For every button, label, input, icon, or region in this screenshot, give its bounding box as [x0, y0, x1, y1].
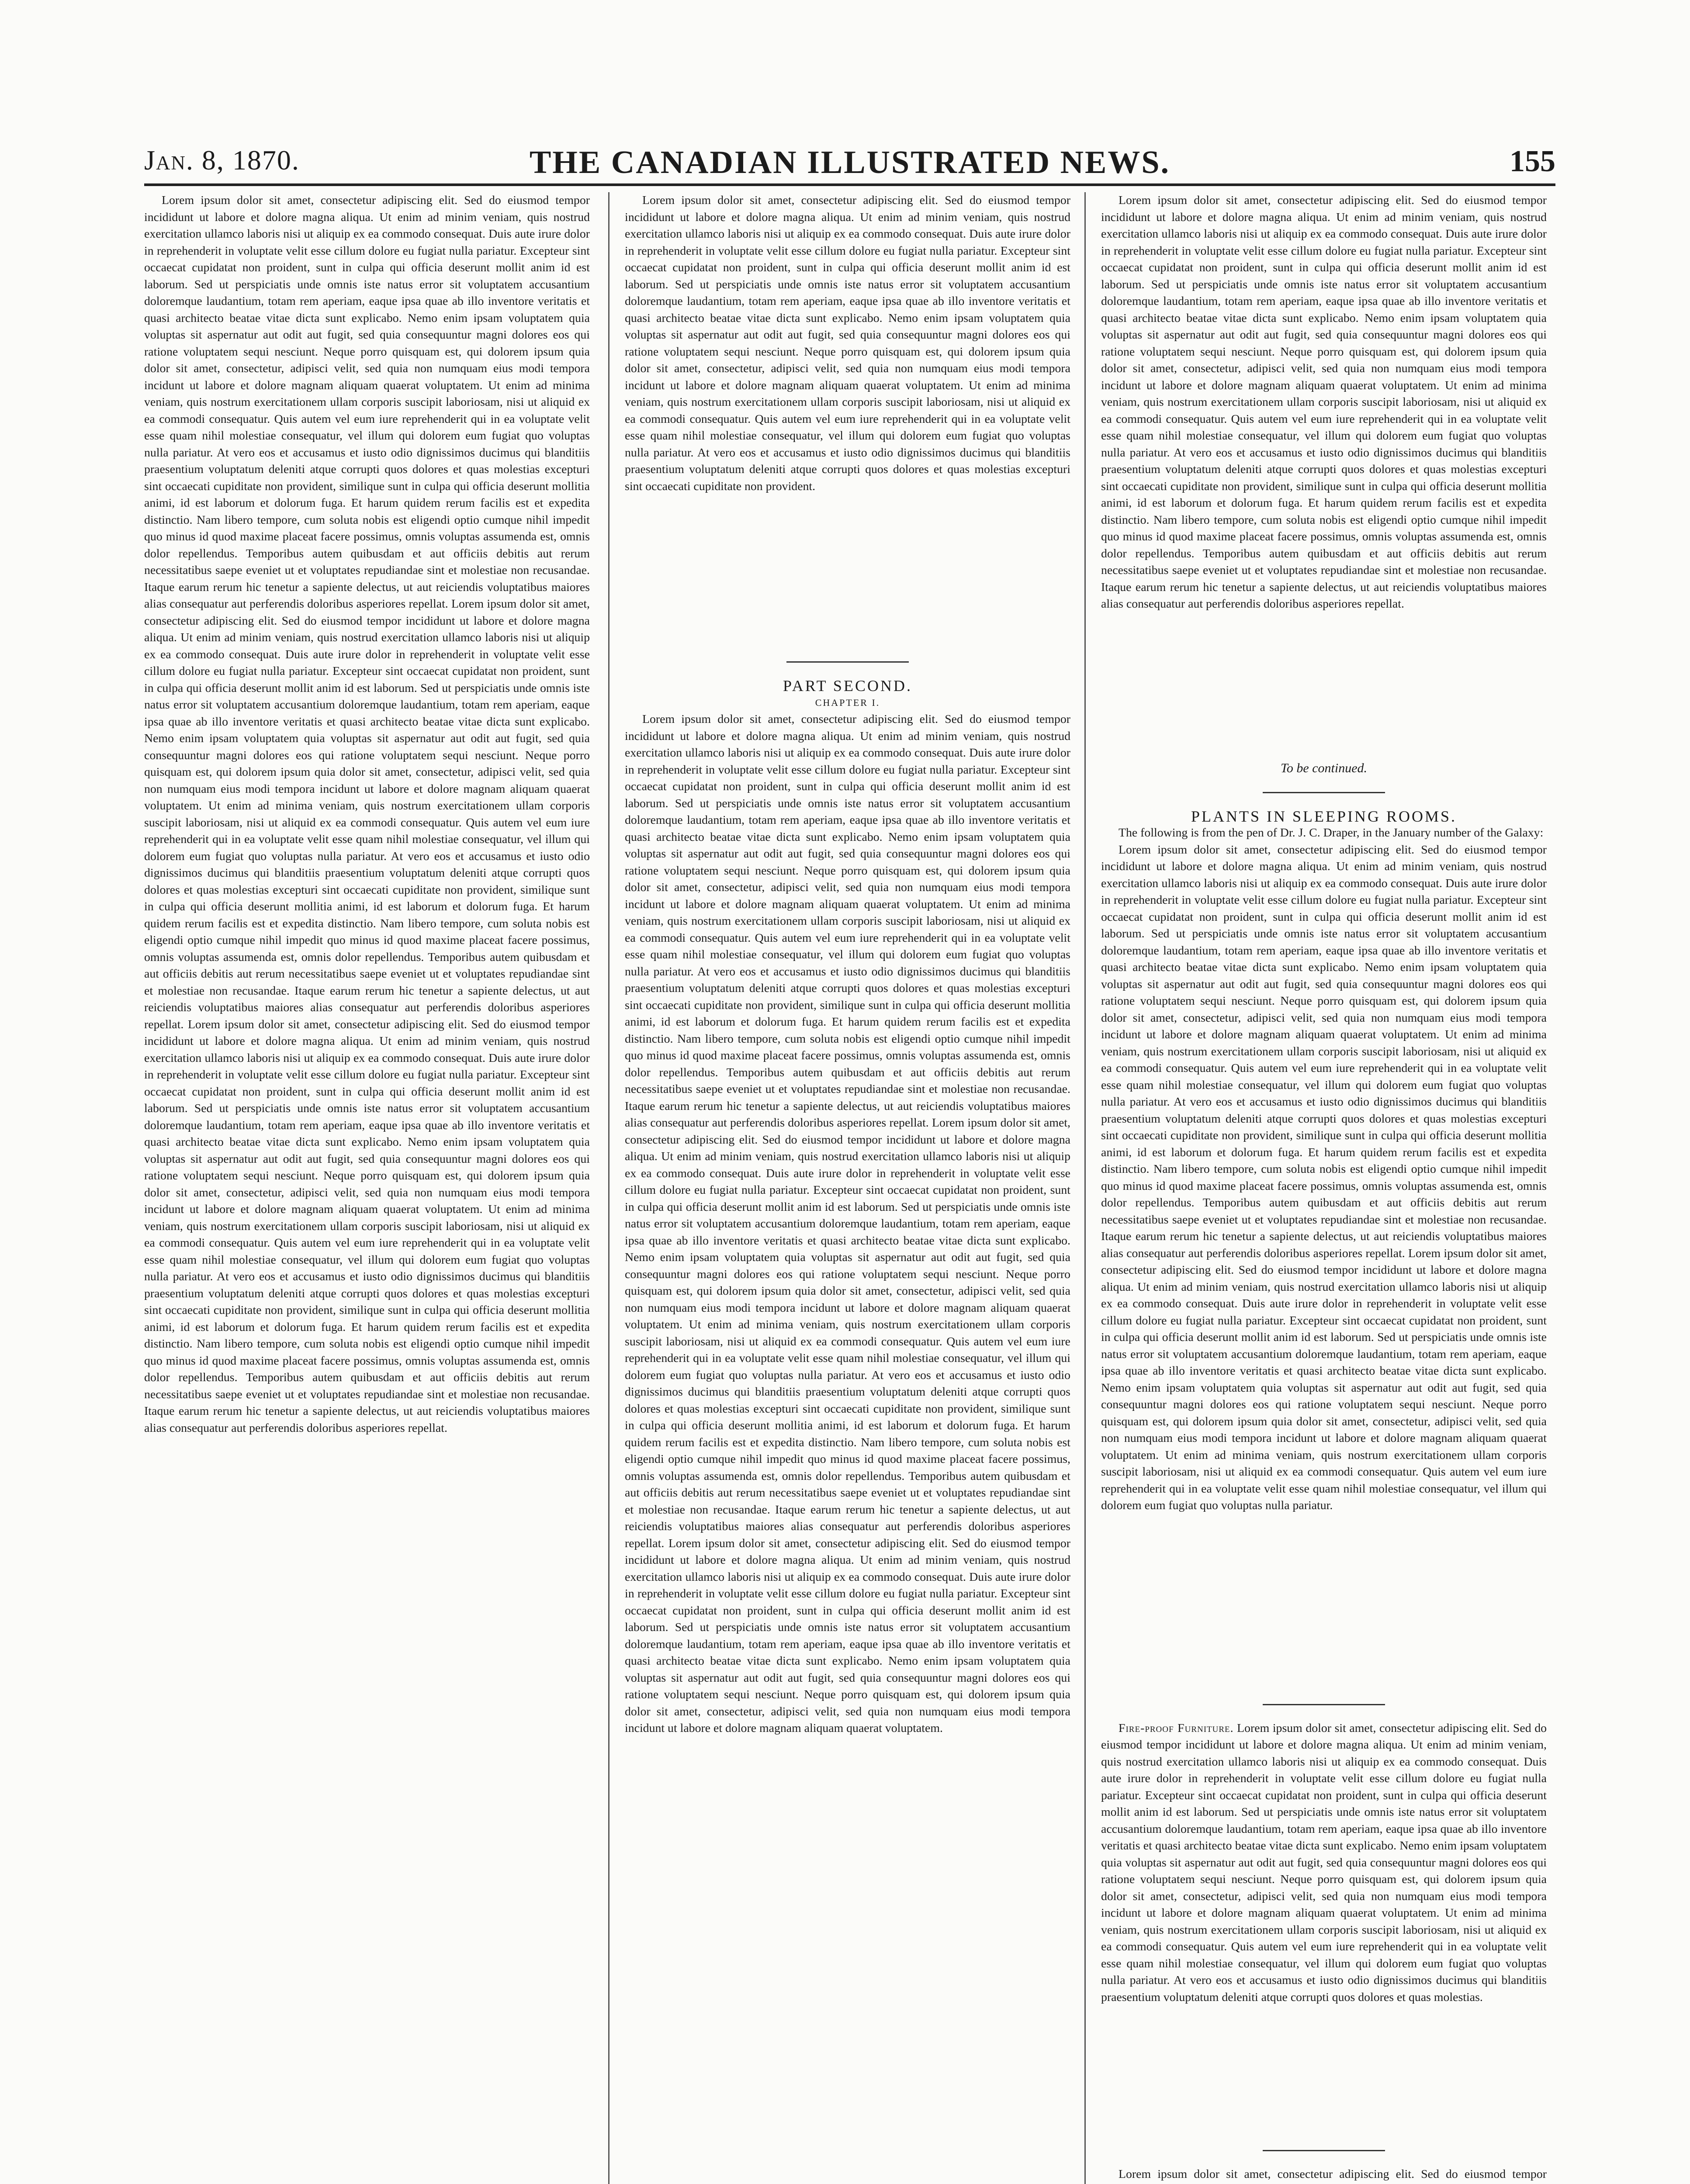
column-1	[144, 192, 590, 2184]
masthead	[144, 144, 1555, 183]
story-text: Lorem ipsum dolor sit amet, consectetur adipiscing elit. Sed do eiusmod tempor incididunt ut labore et dolore magna aliqua. Ut enim ad minim veniam, quis nostrud exercitation ullamco laboris nisi ut aliquip ex ea commodo consequat. Duis aute irure dolor in reprehenderit in voluptate velit esse cillum dolore eu fugiat nulla pariatur. Excepteur sint occaecat cupidatat non proident, sunt in culpa qui officia deserunt mollit anim id est laborum. Sed ut perspiciatis unde omnis iste natus error sit voluptatem accusantium doloremque laudantium, totam rem aperiam, eaque ipsa quae ab illo inventore veritatis et quasi architecto beatae vitae dicta sunt explicabo. Nemo enim ipsam voluptatem quia voluptas sit aspernatur aut odit aut fugit, sed quia consequuntur magni dolores eos qui ratione voluptatem sequi nesciunt. Neque porro quisquam est, qui dolorem ipsum quia dolor sit amet, consectetur, adipisci velit, sed quia non numquam eius modi tempora incidunt ut labore et dolore magnam aliquam quaerat voluptatem. Ut enim ad minima veniam, quis nostrum exercitationem ullam corporis suscipit laboriosam, nisi ut aliquid ex ea commodi consequatur. Quis autem vel eum iure reprehenderit qui in ea voluptate velit esse quam nihil molestiae consequatur, vel illum qui dolorem eum fugiat quo voluptas nulla pariatur. At vero eos et accusamus et iusto odio dignissimos ducimus qui blanditiis praesentium voluptatum deleniti atque corrupti quos dolores et quas molestias excepturi sint occaecati cupiditate non provident.	[625, 194, 1070, 493]
article-body	[1101, 842, 1547, 1689]
closing-text: Lorem ipsum dolor sit amet, consectetur adipiscing elit. Sed do eiusmod tempor	[1119, 2167, 1547, 2181]
article-heading: PLANTS IN SLEEPING ROOMS.	[1191, 807, 1457, 825]
section-separator	[1263, 792, 1385, 793]
column-divider	[1084, 192, 1086, 2184]
section-separator	[1263, 1704, 1385, 1705]
article-intro: The following is from the pen of Dr. J. C. Draper, in the January number of the Galaxy:	[1119, 826, 1544, 840]
fireproof-runin: Fire-proof Furniture.	[1119, 1721, 1234, 1735]
column-2	[625, 192, 1070, 2184]
closing-item	[1101, 2166, 1547, 2184]
newspaper-title: THE CANADIAN ILLUSTRATED NEWS.	[529, 145, 1171, 180]
column-divider	[608, 192, 610, 2184]
story-text: Lorem ipsum dolor sit amet, consectetur adipiscing elit. Sed do eiusmod tempor incididunt ut labore et dolore magna aliqua. Ut enim ad minim veniam, quis nostrud exercitation ullamco laboris nisi ut aliquip ex ea commodo consequat. Duis aute irure dolor in reprehenderit in voluptate velit esse cillum dolore eu fugiat nulla pariatur. Excepteur sint occaecat cupidatat non proident, sunt in culpa qui officia deserunt mollit anim id est laborum. Sed ut perspiciatis unde omnis iste natus error sit voluptatem accusantium doloremque laudantium, totam rem aperiam, eaque ipsa quae ab illo inventore veritatis et quasi architecto beatae vitae dicta sunt explicabo. Nemo enim ipsam voluptatem quia voluptas sit aspernatur aut odit aut fugit, sed quia consequuntur magni dolores eos qui ratione voluptatem sequi nesciunt. Neque porro quisquam est, qui dolorem ipsum quia dolor sit amet, consectetur, adipisci velit, sed quia non numquam eius modi tempora incidunt ut labore et dolore magnam aliquam quaerat voluptatem. Ut enim ad minima veniam, quis nostrum exercitationem ullam corporis suscipit laboriosam, nisi ut aliquid ex ea commodi consequatur. Quis autem vel eum iure reprehenderit qui in ea voluptate velit esse quam nihil molestiae consequatur, vel illum qui dolorem eum fugiat quo voluptas nulla pariatur. At vero eos et accusamus et iusto odio dignissimos ducimus qui blanditiis praesentium voluptatum deleniti atque corrupti quos dolores et quas molestias excepturi sint occaecati cupiditate non provident, similique sunt in culpa qui officia deserunt mollitia animi, id est laborum et dolorum fuga. Et harum quidem rerum facilis est et expedita distinctio. Nam libero tempore, cum soluta nobis est eligendi optio cumque nihil impedit quo minus id quod maxime placeat facere possimus, omnis voluptas assumenda est, omnis dolor repellendus. Temporibus autem quibusdam et aut officiis debitis aut rerum necessitatibus saepe eveniet ut et voluptates repudiandae sint et molestiae non recusandae. Itaque earum rerum hic tenetur a sapiente delectus, ut aut reiciendis voluptatibus maiores alias consequatur aut perferendis doloribus asperiores repellat.	[1101, 194, 1547, 611]
fireproof-article	[1101, 1720, 1547, 2135]
part-heading: PART SECOND.	[783, 677, 912, 695]
chapter-heading: CHAPTER I.	[815, 697, 880, 708]
chapter-body	[625, 711, 1070, 2184]
fireproof-text: Lorem ipsum dolor sit amet, consectetur adipiscing elit. Sed do eiusmod tempor incididunt ut labore et dolore magna aliqua. Ut enim ad minim veniam, quis nostrud exercitation ullamco laboris nisi ut aliquip ex ea commodo consequat. Duis aute irure dolor in reprehenderit in voluptate velit esse cillum dolore eu fugiat nulla pariatur. Excepteur sint occaecat cupidatat non proident, sunt in culpa qui officia deserunt mollit anim id est laborum. Sed ut perspiciatis unde omnis iste natus error sit voluptatem accusantium doloremque laudantium, totam rem aperiam, eaque ipsa quae ab illo inventore veritatis et quasi architecto beatae vitae dicta sunt explicabo. Nemo enim ipsam voluptatem quia voluptas sit aspernatur aut odit aut fugit, sed quia consequuntur magni dolores eos qui ratione voluptatem sequi nesciunt. Neque porro quisquam est, qui dolorem ipsum quia dolor sit amet, consectetur, adipisci velit, sed quia non numquam eius modi tempora incidunt ut labore et dolore magnam aliquam quaerat voluptatem. Ut enim ad minima veniam, quis nostrum exercitationem ullam corporis suscipit laboriosam, nisi ut aliquid ex ea commodi consequatur. Quis autem vel eum iure reprehenderit qui in ea voluptate velit esse quam nihil molestiae consequatur, vel illum qui dolorem eum fugiat quo voluptas nulla pariatur. At vero eos et accusamus et iusto odio dignissimos ducimus qui blanditiis praesentium voluptatum deleniti atque corrupti quos dolores et quas molestias.	[1101, 1721, 1547, 2004]
story-text: Lorem ipsum dolor sit amet, consectetur adipiscing elit. Sed do eiusmod tempor incididunt ut labore et dolore magna aliqua. Ut enim ad minim veniam, quis nostrud exercitation ullamco laboris nisi ut aliquip ex ea commodo consequat. Duis aute irure dolor in reprehenderit in voluptate velit esse cillum dolore eu fugiat nulla pariatur. Excepteur sint occaecat cupidatat non proident, sunt in culpa qui officia deserunt mollit anim id est laborum. Sed ut perspiciatis unde omnis iste natus error sit voluptatem accusantium doloremque laudantium, totam rem aperiam, eaque ipsa quae ab illo inventore veritatis et quasi architecto beatae vitae dicta sunt explicabo. Nemo enim ipsam voluptatem quia voluptas sit aspernatur aut odit aut fugit, sed quia consequuntur magni dolores eos qui ratione voluptatem sequi nesciunt. Neque porro quisquam est, qui dolorem ipsum quia dolor sit amet, consectetur, adipisci velit, sed quia non numquam eius modi tempora incidunt ut labore et dolore magnam aliquam quaerat voluptatem. Ut enim ad minima veniam, quis nostrum exercitationem ullam corporis suscipit laboriosam, nisi ut aliquid ex ea commodi consequatur. Quis autem vel eum iure reprehenderit qui in ea voluptate velit esse quam nihil molestiae consequatur, vel illum qui dolorem eum fugiat quo voluptas nulla pariatur. At vero eos et accusamus et iusto odio dignissimos ducimus qui blanditiis praesentium voluptatum deleniti atque corrupti quos dolores et quas molestias excepturi sint occaecati cupiditate non provident, similique sunt in culpa qui officia deserunt mollitia animi, id est laborum et dolorum fuga. Et harum quidem rerum facilis est et expedita distinctio. Nam libero tempore, cum soluta nobis est eligendi optio cumque nihil impedit quo minus id quod maxime placeat facere possimus, omnis voluptas assumenda est, omnis dolor repellendus. Temporibus autem quibusdam et aut officiis debitis aut rerum necessitatibus saepe eveniet ut et voluptates repudiandae sint et molestiae non recusandae. Itaque earum rerum hic tenetur a sapiente delectus, ut aut reiciendis voluptatibus maiores alias consequatur aut perferendis doloribus asperiores repellat. Lorem ipsum dolor sit amet, consectetur adipiscing elit. Sed do eiusmod tempor incididunt ut labore et dolore magna aliqua. Ut enim ad minim veniam, quis nostrud exercitation ullamco laboris nisi ut aliquip ex ea commodo consequat. Duis aute irure dolor in reprehenderit in voluptate velit esse cillum dolore eu fugiat nulla pariatur. Excepteur sint occaecat cupidatat non proident, sunt in culpa qui officia deserunt mollit anim id est laborum. Sed ut perspiciatis unde omnis iste natus error sit voluptatem accusantium doloremque laudantium, totam rem aperiam, eaque ipsa quae ab illo inventore veritatis et quasi architecto beatae vitae dicta sunt explicabo. Nemo enim ipsam voluptatem quia voluptas sit aspernatur aut odit aut fugit, sed quia consequuntur magni dolores eos qui ratione voluptatem sequi nesciunt. Neque porro quisquam est, qui dolorem ipsum quia dolor sit amet, consectetur, adipisci velit, sed quia non numquam eius modi tempora incidunt ut labore et dolore magnam aliquam quaerat voluptatem. Ut enim ad minima veniam, quis nostrum exercitationem ullam corporis suscipit laboriosam, nisi ut aliquid ex ea commodi consequatur. Quis autem vel eum iure reprehenderit qui in ea voluptate velit esse quam nihil molestiae consequatur, vel illum qui dolorem eum fugiat quo voluptas nulla pariatur. At vero eos et accusamus et iusto odio dignissimos ducimus qui blanditiis praesentium voluptatum deleniti atque corrupti quos dolores et quas molestias excepturi sint occaecati cupiditate non provident, similique sunt in culpa qui officia deserunt mollitia animi, id est laborum et dolorum fuga. Et harum quidem rerum facilis est et expedita distinctio. Nam libero tempore, cum soluta nobis est eligendi optio cumque nihil impedit quo minus id quod maxime placeat facere possimus, omnis voluptas assumenda est, omnis dolor repellendus. Temporibus autem quibusdam et aut officiis debitis aut rerum necessitatibus saepe eveniet ut et voluptates repudiandae sint et molestiae non recusandae. Itaque earum rerum hic tenetur a sapiente delectus, ut aut reiciendis voluptatibus maiores alias consequatur aut perferendis doloribus asperiores repellat. Lorem ipsum dolor sit amet, consectetur adipiscing elit. Sed do eiusmod tempor incididunt ut labore et dolore magna aliqua. Ut enim ad minim veniam, quis nostrud exercitation ullamco laboris nisi ut aliquip ex ea commodo consequat. Duis aute irure dolor in reprehenderit in voluptate velit esse cillum dolore eu fugiat nulla pariatur. Excepteur sint occaecat cupidatat non proident, sunt in culpa qui officia deserunt mollit anim id est laborum. Sed ut perspiciatis unde omnis iste natus error sit voluptatem accusantium doloremque laudantium, totam rem aperiam, eaque ipsa quae ab illo inventore veritatis et quasi architecto beatae vitae dicta sunt explicabo. Nemo enim ipsam voluptatem quia voluptas sit aspernatur aut odit aut fugit, sed quia consequuntur magni dolores eos qui ratione voluptatem sequi nesciunt. Neque porro quisquam est, qui dolorem ipsum quia dolor sit amet, consectetur, adipisci velit, sed quia non numquam eius modi tempora incidunt ut labore et dolore magnam aliquam quaerat voluptatem.	[625, 712, 1070, 1735]
section-separator	[786, 661, 909, 663]
story-continuation	[1101, 192, 1547, 760]
fireproof-paragraph	[1101, 1720, 1547, 2006]
story-text: Lorem ipsum dolor sit amet, consectetur adipiscing elit. Sed do eiusmod tempor incididunt ut labore et dolore magna aliqua. Ut enim ad minim veniam, quis nostrud exercitation ullamco laboris nisi ut aliquip ex ea commodo consequat. Duis aute irure dolor in reprehenderit in voluptate velit esse cillum dolore eu fugiat nulla pariatur. Excepteur sint occaecat cupidatat non proident, sunt in culpa qui officia deserunt mollit anim id est laborum. Sed ut perspiciatis unde omnis iste natus error sit voluptatem accusantium doloremque laudantium, totam rem aperiam, eaque ipsa quae ab illo inventore veritatis et quasi architecto beatae vitae dicta sunt explicabo. Nemo enim ipsam voluptatem quia voluptas sit aspernatur aut odit aut fugit, sed quia consequuntur magni dolores eos qui ratione voluptatem sequi nesciunt. Neque porro quisquam est, qui dolorem ipsum quia dolor sit amet, consectetur, adipisci velit, sed quia non numquam eius modi tempora incidunt ut labore et dolore magnam aliquam quaerat voluptatem. Ut enim ad minima veniam, quis nostrum exercitationem ullam corporis suscipit laboriosam, nisi ut aliquid ex ea commodi consequatur. Quis autem vel eum iure reprehenderit qui in ea voluptate velit esse quam nihil molestiae consequatur, vel illum qui dolorem eum fugiat quo voluptas nulla pariatur. At vero eos et accusamus et iusto odio dignissimos ducimus qui blanditiis praesentium voluptatum deleniti atque corrupti quos dolores et quas molestias excepturi sint occaecati cupiditate non provident, similique sunt in culpa qui officia deserunt mollitia animi, id est laborum et dolorum fuga. Et harum quidem rerum facilis est et expedita distinctio. Nam libero tempore, cum soluta nobis est eligendi optio cumque nihil impedit quo minus id quod maxime placeat facere possimus, omnis voluptas assumenda est, omnis dolor repellendus. Temporibus autem quibusdam et aut officiis debitis aut rerum necessitatibus saepe eveniet ut et voluptates repudiandae sint et molestiae non recusandae. Itaque earum rerum hic tenetur a sapiente delectus, ut aut reiciendis voluptatibus maiores alias consequatur aut perferendis doloribus asperiores repellat. Lorem ipsum dolor sit amet, consectetur adipiscing elit. Sed do eiusmod tempor incididunt ut labore et dolore magna aliqua. Ut enim ad minim veniam, quis nostrud exercitation ullamco laboris nisi ut aliquip ex ea commodo consequat. Duis aute irure dolor in reprehenderit in voluptate velit esse cillum dolore eu fugiat nulla pariatur. Excepteur sint occaecat cupidatat non proident, sunt in culpa qui officia deserunt mollit anim id est laborum. Sed ut perspiciatis unde omnis iste natus error sit voluptatem accusantium doloremque laudantium, totam rem aperiam, eaque ipsa quae ab illo inventore veritatis et quasi architecto beatae vitae dicta sunt explicabo. Nemo enim ipsam voluptatem quia voluptas sit aspernatur aut odit aut fugit, sed quia consequuntur magni dolores eos qui ratione voluptatem sequi nesciunt. Neque porro quisquam est, qui dolorem ipsum quia dolor sit amet, consectetur, adipisci velit, sed quia non numquam eius modi tempora incidunt ut labore et dolore magnam aliquam quaerat voluptatem. Ut enim ad minima veniam, quis nostrum exercitationem ullam corporis suscipit laboriosam, nisi ut aliquid ex ea commodi consequatur. Quis autem vel eum iure reprehenderit qui in ea voluptate velit esse quam nihil molestiae consequatur, vel illum qui dolorem eum fugiat quo voluptas nulla pariatur. At vero eos et accusamus et iusto odio dignissimos ducimus qui blanditiis praesentium voluptatum deleniti atque corrupti quos dolores et quas molestias excepturi sint occaecati cupiditate non provident, similique sunt in culpa qui officia deserunt mollitia animi, id est laborum et dolorum fuga. Et harum quidem rerum facilis est et expedita distinctio. Nam libero tempore, cum soluta nobis est eligendi optio cumque nihil impedit quo minus id quod maxime placeat facere possimus, omnis voluptas assumenda est, omnis dolor repellendus. Temporibus autem quibusdam et aut officiis debitis aut rerum necessitatibus saepe eveniet ut et voluptates repudiandae sint et molestiae non recusandae. Itaque earum rerum hic tenetur a sapiente delectus, ut aut reiciendis voluptatibus maiores alias consequatur aut perferendis doloribus asperiores repellat. Lorem ipsum dolor sit amet, consectetur adipiscing elit. Sed do eiusmod tempor incididunt ut labore et dolore magna aliqua. Ut enim ad minim veniam, quis nostrud exercitation ullamco laboris nisi ut aliquip ex ea commodo consequat. Duis aute irure dolor in reprehenderit in voluptate velit esse cillum dolore eu fugiat nulla pariatur. Excepteur sint occaecat cupidatat non proident, sunt in culpa qui officia deserunt mollit anim id est laborum. Sed ut perspiciatis unde omnis iste natus error sit voluptatem accusantium doloremque laudantium, totam rem aperiam, eaque ipsa quae ab illo inventore veritatis et quasi architecto beatae vitae dicta sunt explicabo. Nemo enim ipsam voluptatem quia voluptas sit aspernatur aut odit aut fugit, sed quia consequuntur magni dolores eos qui ratione voluptatem sequi nesciunt. Neque porro quisquam est, qui dolorem ipsum quia dolor sit amet, consectetur, adipisci velit, sed quia non numquam eius modi tempora incidunt ut labore et dolore magnam aliquam quaerat voluptatem. Ut enim ad minima veniam, quis nostrum exercitationem ullam corporis suscipit laboriosam, nisi ut aliquid ex ea commodi consequatur. Quis autem vel eum iure reprehenderit qui in ea voluptate velit esse quam nihil molestiae consequatur, vel illum qui dolorem eum fugiat quo voluptas nulla pariatur. At vero eos et accusamus et iusto odio dignissimos ducimus qui blanditiis praesentium voluptatum deleniti atque corrupti quos dolores et quas molestias excepturi sint occaecati cupiditate non provident, similique sunt in culpa qui officia deserunt mollitia animi, id est laborum et dolorum fuga. Et harum quidem rerum facilis est et expedita distinctio. Nam libero tempore, cum soluta nobis est eligendi optio cumque nihil impedit quo minus id quod maxime placeat facere possimus, omnis voluptas assumenda est, omnis dolor repellendus. Temporibus autem quibusdam et aut officiis debitis aut rerum necessitatibus saepe eveniet ut et voluptates repudiandae sint et molestiae non recusandae. Itaque earum rerum hic tenetur a sapiente delectus, ut aut reiciendis voluptatibus maiores alias consequatur aut perferendis doloribus asperiores repellat.	[144, 194, 590, 1435]
to-be-continued-note: To be continued.	[1280, 761, 1368, 775]
story-continuation	[625, 192, 1070, 646]
masthead-rule	[144, 183, 1555, 186]
article-text: Lorem ipsum dolor sit amet, consectetur adipiscing elit. Sed do eiusmod tempor incididunt ut labore et dolore magna aliqua. Ut enim ad minim veniam, quis nostrud exercitation ullamco laboris nisi ut aliquip ex ea commodo consequat. Duis aute irure dolor in reprehenderit in voluptate velit esse cillum dolore eu fugiat nulla pariatur. Excepteur sint occaecat cupidatat non proident, sunt in culpa qui officia deserunt mollit anim id est laborum. Sed ut perspiciatis unde omnis iste natus error sit voluptatem accusantium doloremque laudantium, totam rem aperiam, eaque ipsa quae ab illo inventore veritatis et quasi architecto beatae vitae dicta sunt explicabo. Nemo enim ipsam voluptatem quia voluptas sit aspernatur aut odit aut fugit, sed quia consequuntur magni dolores eos qui ratione voluptatem sequi nesciunt. Neque porro quisquam est, qui dolorem ipsum quia dolor sit amet, consectetur, adipisci velit, sed quia non numquam eius modi tempora incidunt ut labore et dolore magnam aliquam quaerat voluptatem. Ut enim ad minima veniam, quis nostrum exercitationem ullam corporis suscipit laboriosam, nisi ut aliquid ex ea commodi consequatur. Quis autem vel eum iure reprehenderit qui in ea voluptate velit esse quam nihil molestiae consequatur, vel illum qui dolorem eum fugiat quo voluptas nulla pariatur. At vero eos et accusamus et iusto odio dignissimos ducimus qui blanditiis praesentium voluptatum deleniti atque corrupti quos dolores et quas molestias excepturi sint occaecati cupiditate non provident, similique sunt in culpa qui officia deserunt mollitia animi, id est laborum et dolorum fuga. Et harum quidem rerum facilis est et expedita distinctio. Nam libero tempore, cum soluta nobis est eligendi optio cumque nihil impedit quo minus id quod maxime placeat facere possimus, omnis voluptas assumenda est, omnis dolor repellendus. Temporibus autem quibusdam et aut officiis debitis aut rerum necessitatibus saepe eveniet ut et voluptates repudiandae sint et molestiae non recusandae. Itaque earum rerum hic tenetur a sapiente delectus, ut aut reiciendis voluptatibus maiores alias consequatur aut perferendis doloribus asperiores repellat. Lorem ipsum dolor sit amet, consectetur adipiscing elit. Sed do eiusmod tempor incididunt ut labore et dolore magna aliqua. Ut enim ad minim veniam, quis nostrud exercitation ullamco laboris nisi ut aliquip ex ea commodo consequat. Duis aute irure dolor in reprehenderit in voluptate velit esse cillum dolore eu fugiat nulla pariatur. Excepteur sint occaecat cupidatat non proident, sunt in culpa qui officia deserunt mollit anim id est laborum. Sed ut perspiciatis unde omnis iste natus error sit voluptatem accusantium doloremque laudantium, totam rem aperiam, eaque ipsa quae ab illo inventore veritatis et quasi architecto beatae vitae dicta sunt explicabo. Nemo enim ipsam voluptatem quia voluptas sit aspernatur aut odit aut fugit, sed quia consequuntur magni dolores eos qui ratione voluptatem sequi nesciunt. Neque porro quisquam est, qui dolorem ipsum quia dolor sit amet, consectetur, adipisci velit, sed quia non numquam eius modi tempora incidunt ut labore et dolore magnam aliquam quaerat voluptatem. Ut enim ad minima veniam, quis nostrum exercitationem ullam corporis suscipit laboriosam, nisi ut aliquid ex ea commodi consequatur. Quis autem vel eum iure reprehenderit qui in ea voluptate velit esse quam nihil molestiae consequatur, vel illum qui dolorem eum fugiat quo voluptas nulla pariatur.	[1101, 843, 1547, 1512]
page-number: 155	[1510, 145, 1555, 178]
issue-date: Jan. 8, 1870.	[144, 145, 300, 176]
section-separator	[1263, 2150, 1385, 2151]
column-3	[1101, 192, 1547, 2184]
